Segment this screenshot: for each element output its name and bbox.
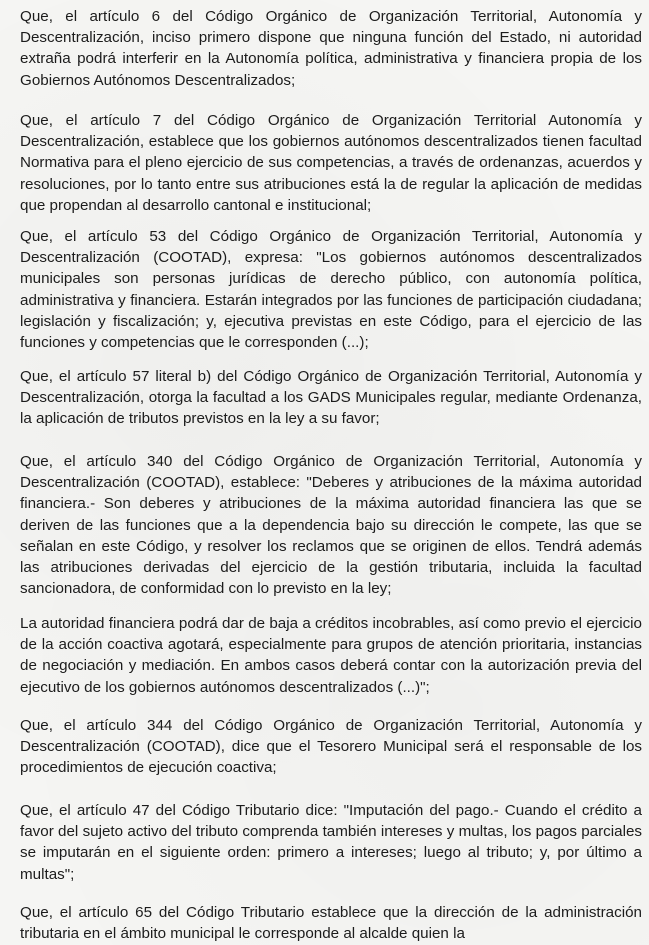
paragraph-articulo-6: Que, el artículo 6 del Código Orgánico de Organización Territorial, Autonomía y Descentralización, inciso primero dispone que ninguna función del Estado, ni autoridad extraña podrá interferir en la Autonomía política, administrativa y financiera propia de los Gobiernos Autónomos Descentralizados; — [20, 8, 642, 89]
paragraph-articulo-53: Que, el artículo 53 del Código Orgánico de Organización Territorial, Autonomía y Descentralización (COOTAD), expresa: "Los gobiernos autónomos descentralizados municipales son personas jurídicas de derecho público, con autonomía política, administrativa y financiera. Estarán integrados por las funciones de participación ciudadana; legislación y fiscalización; y, ejecutiva previstas en este Código, para el ejercicio de las funciones y competencias que le corresponden (...); — [20, 228, 642, 352]
paragraph-autoridad-financiera: La autoridad financiera podrá dar de baja a créditos incobrables, así como previo el ejercicio de la acción coactiva agotará, especialmente para grupos de atención prioritaria, instancias de negociación y mediación. En ambos casos deberá contar con la autorización previa del ejecutivo de los gobiernos autónomos descentralizados (...)"; — [20, 615, 642, 696]
paragraph-articulo-344: Que, el artículo 344 del Código Orgánico de Organización Territorial, Autonomía y Descentralización (COOTAD), dice que el Tesorero Municipal será el responsable de los procedimientos de ejecución coactiva; — [20, 717, 642, 777]
paragraph-articulo-47: Que, el artículo 47 del Código Tributario dice: "Imputación del pago.- Cuando el crédito a favor del sujeto activo del tributo comprenda también intereses y multas, los pagos parciales se imputarán en el siguiente orden: primero a intereses; luego al tributo; y, por último a multas"; — [20, 802, 642, 883]
paragraph-articulo-57: Que, el artículo 57 literal b) del Código Orgánico de Organización Territorial, Autonomía y Descentralización, otorga la facultad a los GADS Municipales regular, mediante Ordenanza, la aplicación de tributos previstos en la ley a su favor; — [20, 368, 642, 428]
paragraph-articulo-340: Que, el artículo 340 del Código Orgánico de Organización Territorial, Autonomía y Descentralización (COOTAD), establece: "Deberes y atribuciones de la máxima autoridad financiera.- Son deberes y atribuciones de la máxima autoridad financiera las que se deriven de las funciones que a la dependencia bajo su dirección le compete, las que se señalan en este Código, y resolver los reclamos que se originen de ellos. Tendrá además las atribuciones derivadas del ejercicio de la gestión tributaria, incluida la facultad sancionadora, de conformidad con lo previsto en la ley; — [20, 453, 642, 598]
paragraph-articulo-65: Que, el artículo 65 del Código Tributario establece que la dirección de la administración tributaria en el ámbito municipal le corresponde al alcalde quien la — [20, 904, 642, 943]
paragraph-articulo-7: Que, el artículo 7 del Código Orgánico de Organización Territorial Autonomía y Descentralización, establece que los gobiernos autónomos descentralizados tienen facultad Normativa para el pleno ejercicio de sus competencias, a través de ordenanzas, acuerdos y resoluciones, por lo tanto entre sus atribuciones está la de regular la aplicación de medidas que propendan al desarrollo cantonal e institucional; — [20, 112, 642, 214]
